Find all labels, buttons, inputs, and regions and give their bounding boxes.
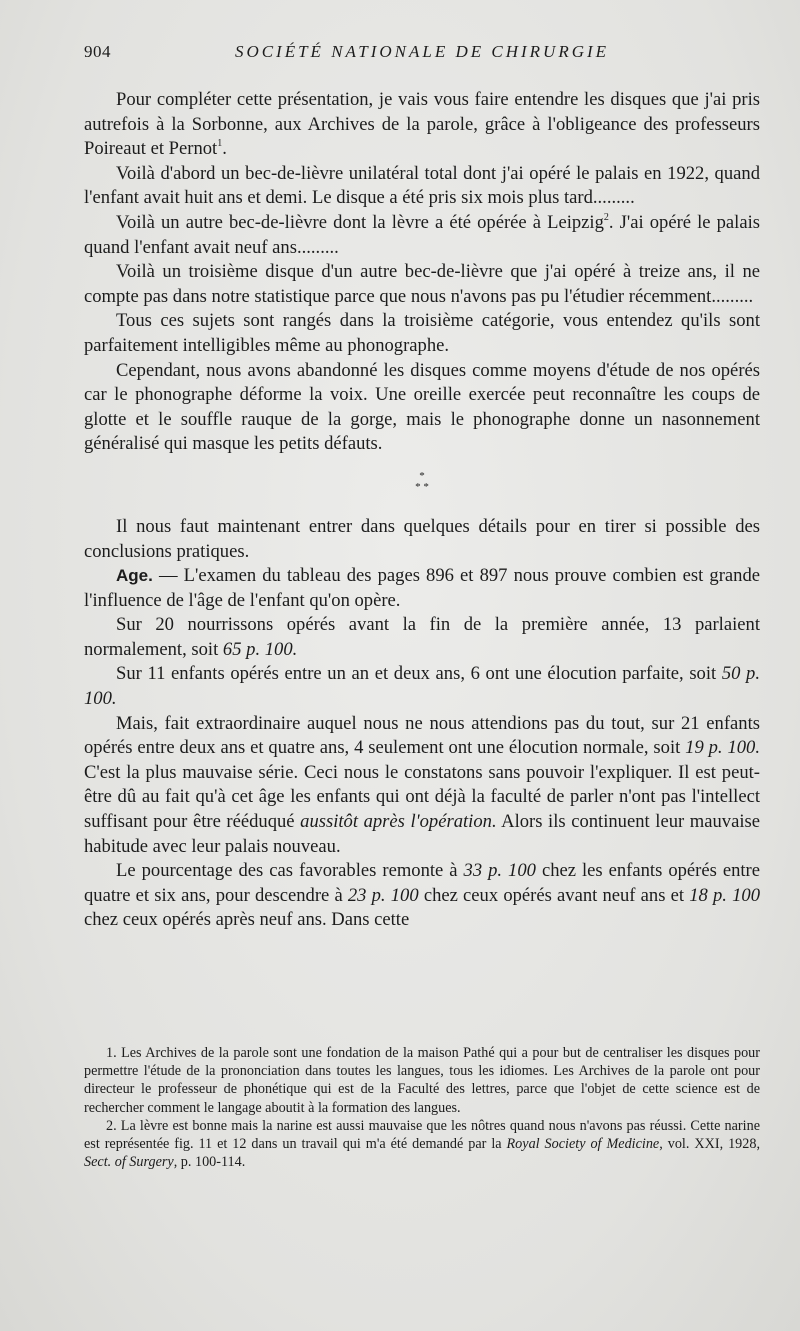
page-number: 904 <box>84 42 111 61</box>
percentage: 65 p. 100. <box>222 638 298 660</box>
footnote-text: , vol. XXI, 1928, <box>659 1136 760 1153</box>
paragraph <box>84 712 760 860</box>
section-heading: Age. <box>116 566 153 586</box>
asterisk-top: * <box>419 469 425 482</box>
paragraph <box>84 564 760 613</box>
paragraph-text: chez ceux opérés après neuf ans. Dans cette <box>84 909 410 931</box>
paragraph <box>84 662 760 711</box>
paragraph <box>84 211 760 260</box>
paragraph-text: . <box>222 138 227 160</box>
paragraph-text: Alors ils continuent leur mauvaise habitude avec leur palais nouveau. <box>84 811 760 857</box>
paragraph-text: Pour compléter cette présentation, je vais vous faire entendre les disques que j'ai pris autrefois à la Sorbonne, aux Archives de la parole, grâce à l'obligeance des professeurs Poireaut et Pernot <box>84 89 760 160</box>
paragraph-text: Le pourcentage des cas favorables remonte à <box>116 860 464 882</box>
paragraph <box>84 88 760 162</box>
paragraph-text: Voilà un autre bec-de-lièvre dont la lèvre a été opérée à Leipzig <box>116 211 604 233</box>
section-separator <box>84 471 760 493</box>
journal-title: Royal Society of Medicine <box>506 1136 660 1153</box>
paragraph-text: chez les enfants opérés entre quatre et six ans, pour descendre à <box>84 860 760 906</box>
paragraph-text: Mais, fait extraordinaire auquel nous ne nous attendions pas du tout, sur 21 enfants opérés entre deux ans et quatre ans, 4 seulement ont une élocution normale, soit <box>84 712 760 759</box>
journal-section: Sect. of Surgery <box>84 1154 174 1171</box>
footnote-ref: 2 <box>603 211 609 223</box>
body-text <box>84 88 760 933</box>
emphasis: aussitôt après l'opération. <box>300 811 497 833</box>
paragraph <box>84 613 760 662</box>
percentage: 19 p. 100. <box>685 737 760 759</box>
percentage: 50 p. 100. <box>84 663 761 710</box>
paragraph: Il nous faut maintenant entrer dans quelques détails pour en tirer si possible des conclusions pratiques. <box>84 515 760 562</box>
footnote-text: , p. 100-114. <box>173 1154 246 1171</box>
paragraph: Voilà d'abord un bec-de-lièvre unilatéral total dont j'ai opéré le palais en 1922, quand l'enfant avait huit ans et demi. Le disque a été pris six mois plus tard......... <box>84 162 760 209</box>
paragraph <box>84 859 760 933</box>
paragraph: Voilà un troisième disque d'un autre bec-de-lièvre que j'ai opéré à treize ans, il ne compte pas dans notre statistique parce que nous n'avons pas pu l'étudier récemment......... <box>84 261 760 307</box>
percentage: 33 p. 100 <box>463 860 536 882</box>
footnote-ref: 1 <box>217 138 223 150</box>
footnote-2 <box>84 1117 760 1172</box>
paragraph-text: . J'ai opéré le palais quand l'enfant avait neuf ans......... <box>84 211 760 258</box>
paragraph-text: — L'examen du tableau des pages 896 et 897 nous prouve combien est grande l'influence de l'âge de l'enfant qu'on opère. <box>84 565 760 611</box>
paragraph-text: Sur 11 enfants opérés entre un an et deux ans, 6 ont une élocution parfaite, soit <box>116 663 722 685</box>
percentage: 23 p. 100 <box>347 884 419 906</box>
paragraph: Tous ces sujets sont rangés dans la troisième catégorie, vous entendez qu'ils sont parfaitement intelligibles même au phonographe. <box>84 310 760 356</box>
paragraph: Cependant, nous avons abandonné les disques comme moyens d'étude de nos opérés car le phonographe déforme la voix. Une oreille exercée peut reconnaître les coups de glotte et le souffle rauque de la gorge, mais le phonographe donne un nasonnement généralisé qui masque les petits défauts. <box>84 359 760 455</box>
paragraph-text: Sur 20 nourrissons opérés avant la fin de la première année, 13 parlaient normalement, soit <box>84 614 760 660</box>
footnote-1: 1. Les Archives de la parole sont une fondation de la maison Pathé qui a pour but de centraliser les disques pour permettre l'étude de la prononciation dans toutes les langues, tous les idiomes. Les Archives de la parole ont pour directeur le professeur de phonétique qui est de la Faculté des lettres, parce que l'objet de cette science est de rechercher comment le langage aboutit à la formation des langues. <box>84 1045 760 1116</box>
footnotes <box>84 1044 760 1171</box>
asterisk-bottom: * * <box>415 480 429 493</box>
percentage: 18 p. 100 <box>689 884 760 906</box>
paragraph-text: C'est la plus mauvaise série. Ceci nous le constatons sans pouvoir l'expliquer. Il est peut-être dû au fait qu'à cet âge les enfants qui ont déjà la faculté de parler n'ont pas l'intellect suffisant pour être rééduqué <box>84 761 760 833</box>
footnote-text: 2. La lèvre est bonne mais la narine est aussi mauvaise que les nôtres quand nous n'avons pas réussi. Cette narine est représentée fig. 11 et 12 dans un travail qui m'a été demandé par la <box>84 1117 760 1153</box>
page-header <box>84 42 760 66</box>
paragraph-text: chez ceux opérés avant neuf ans et <box>418 884 690 906</box>
running-title: SOCIÉTÉ NATIONALE DE CHIRURGIE <box>234 42 610 61</box>
